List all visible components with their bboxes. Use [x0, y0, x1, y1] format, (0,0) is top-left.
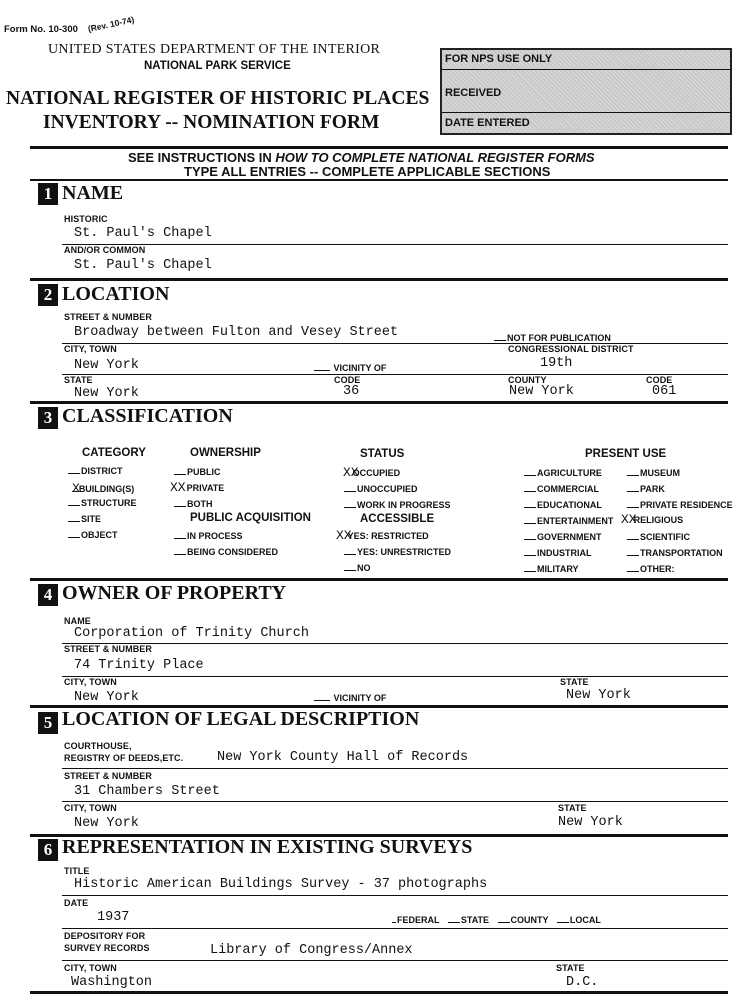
section-number: 3 [38, 407, 58, 429]
use-agriculture: AGRICULTURE [524, 467, 602, 478]
field-label: COUNTY [508, 375, 547, 385]
field-label: CITY, TOWN [64, 677, 117, 687]
nps-use-label: FOR NPS USE ONLY [445, 53, 553, 65]
divider [30, 179, 728, 181]
nps-use-box [440, 48, 732, 135]
field-label: TITLE [64, 866, 90, 876]
section-number: 5 [38, 712, 58, 734]
accessible-no: NO [344, 562, 371, 573]
category-structure: STRUCTURE [68, 497, 137, 508]
use-park: PARK [627, 483, 665, 494]
category-site: SITE [68, 513, 101, 524]
section-title: CLASSIFICATION [62, 405, 233, 427]
accessible-header: ACCESSIBLE [360, 513, 435, 525]
use-other: OTHER: [627, 563, 675, 574]
county-value: New York [509, 384, 574, 399]
acquisition-being-considered: BEING CONSIDERED [174, 546, 278, 557]
acquisition-in-process: IN PROCESS [174, 530, 243, 541]
field-label: STATE [558, 803, 587, 813]
section-title: REPRESENTATION IN EXISTING SURVEYS [62, 836, 473, 858]
divider [30, 991, 728, 994]
street-value: Broadway between Fulton and Vesey Street [74, 325, 399, 340]
section-title: LOCATION [62, 283, 170, 305]
field-label: STATE [64, 375, 93, 385]
legal-city-value: New York [74, 816, 139, 831]
form-revision: (Rev. 10-74) [86, 14, 136, 34]
status-unoccupied: UNOCCUPIED [344, 483, 418, 494]
field-label: CITY, TOWN [64, 344, 117, 354]
city-value: New York [74, 358, 139, 373]
common-name-value: St. Paul's Chapel [74, 258, 212, 273]
category-header: CATEGORY [82, 447, 146, 459]
field-label: DATE [64, 898, 89, 908]
date-entered-label: DATE ENTERED [445, 117, 530, 129]
field-label: DEPOSITORY FOR [64, 931, 146, 941]
category-object: OBJECT [68, 529, 118, 540]
use-transportation: TRANSPORTATION [627, 547, 723, 558]
public-acquisition-header: PUBLIC ACQUISITION [190, 512, 311, 524]
field-label: STATE [556, 963, 585, 973]
divider [30, 401, 728, 404]
depository-city-value: Washington [71, 975, 153, 990]
field-label: CODE [334, 375, 361, 385]
instructions-line1: SEE INSTRUCTIONS IN HOW TO COMPLETE NATIONAL REGISTER FORMS [128, 150, 595, 165]
agency-name: NATIONAL PARK SERVICE [144, 60, 291, 72]
ownership-private: XXPRIVATE [170, 480, 225, 495]
use-educational: EDUCATIONAL [524, 499, 602, 510]
survey-date-value: 1937 [97, 910, 130, 925]
section-title: OWNER OF PROPERTY [62, 582, 287, 604]
depository-state-value: D.C. [566, 975, 599, 990]
department-name: UNITED STATES DEPARTMENT OF THE INTERIOR [48, 42, 381, 57]
field-label: SURVEY RECORDS [64, 943, 150, 953]
field-label: REGISTRY OF DEEDS,ETC. [64, 753, 184, 763]
section-title: NAME [62, 182, 124, 204]
ownership-both: BOTH [174, 498, 213, 509]
ownership-header: OWNERSHIP [190, 447, 261, 459]
vicinity-option: VICINITY OF [314, 362, 386, 373]
owner-name-value: Corporation of Trinity Church [74, 626, 309, 641]
form-title-line2: INVENTORY -- NOMINATION FORM [43, 112, 380, 133]
field-label: COURTHOUSE, [64, 741, 132, 751]
form-title-line1: NATIONAL REGISTER OF HISTORIC PLACES [6, 88, 430, 109]
congressional-district-value: 19th [540, 356, 573, 371]
owner-city-value: New York [74, 690, 139, 705]
form-number: Form No. 10-300 [4, 24, 78, 35]
county-code-value: 061 [652, 384, 677, 399]
use-military: MILITARY [524, 563, 579, 574]
use-religious: XXRELIGIOUS [621, 512, 684, 527]
field-label: CONGRESSIONAL DISTRICT [508, 344, 634, 354]
owner-state-value: New York [566, 688, 631, 703]
courthouse-value: New York County Hall of Records [217, 750, 469, 765]
not-for-publication-option: NOT FOR PUBLICATION [494, 332, 611, 343]
field-label: STREET & NUMBER [64, 312, 153, 322]
field-label: CODE [646, 375, 673, 385]
state-code-value: 36 [343, 384, 360, 399]
received-label: RECEIVED [445, 87, 502, 99]
category-building: XBUILDING(S) [72, 481, 135, 496]
field-label: CITY, TOWN [64, 963, 117, 973]
depository-value: Library of Congress/Annex [210, 943, 413, 958]
status-header: STATUS [360, 448, 405, 460]
owner-vicinity-option: VICINITY OF [314, 692, 386, 703]
ownership-public: PUBLIC [174, 466, 221, 477]
survey-title-value: Historic American Buildings Survey - 37 photographs [74, 877, 488, 892]
field-label: STREET & NUMBER [64, 644, 153, 654]
divider [30, 578, 728, 581]
use-entertainment: ENTERTAINMENT [524, 515, 613, 526]
instructions-line2: TYPE ALL ENTRIES -- COMPLETE APPLICABLE SECTIONS [184, 164, 551, 179]
status-work-in-progress: WORK IN PROGRESS [344, 499, 451, 510]
field-label: HISTORIC [64, 214, 108, 224]
section-title: LOCATION OF LEGAL DESCRIPTION [62, 708, 420, 730]
historic-name-value: St. Paul's Chapel [74, 226, 212, 241]
section-number: 2 [38, 284, 58, 306]
field-label: NAME [64, 616, 91, 626]
accessible-restricted: XXYES: RESTRICTED [336, 528, 429, 543]
category-district: DISTRICT [68, 465, 123, 476]
use-scientific: SCIENTIFIC [627, 531, 690, 542]
use-government: GOVERNMENT [524, 531, 602, 542]
legal-state-value: New York [558, 815, 623, 830]
accessible-unrestricted: YES: UNRESTRICTED [344, 546, 451, 557]
field-label: AND/OR COMMON [64, 245, 146, 255]
field-label: STREET & NUMBER [64, 771, 153, 781]
state-value: New York [74, 386, 139, 401]
use-private-residence: PRIVATE RESIDENCE [627, 499, 733, 510]
owner-street-value: 74 Trinity Place [74, 658, 204, 673]
divider [30, 146, 728, 149]
field-label: STATE [560, 677, 589, 687]
use-industrial: INDUSTRIAL [524, 547, 592, 558]
survey-level-options: FEDERAL STATE COUNTY LOCAL [400, 913, 601, 927]
use-commercial: COMMERCIAL [524, 483, 599, 494]
section-number: 1 [38, 183, 58, 205]
status-occupied: XXOCCUPIED [343, 465, 401, 480]
section-number: 6 [38, 839, 58, 861]
section-number: 4 [38, 584, 58, 606]
legal-street-value: 31 Chambers Street [74, 784, 220, 799]
use-museum: MUSEUM [627, 467, 680, 478]
field-label: CITY, TOWN [64, 803, 117, 813]
divider [30, 278, 728, 281]
present-use-header: PRESENT USE [585, 448, 667, 460]
